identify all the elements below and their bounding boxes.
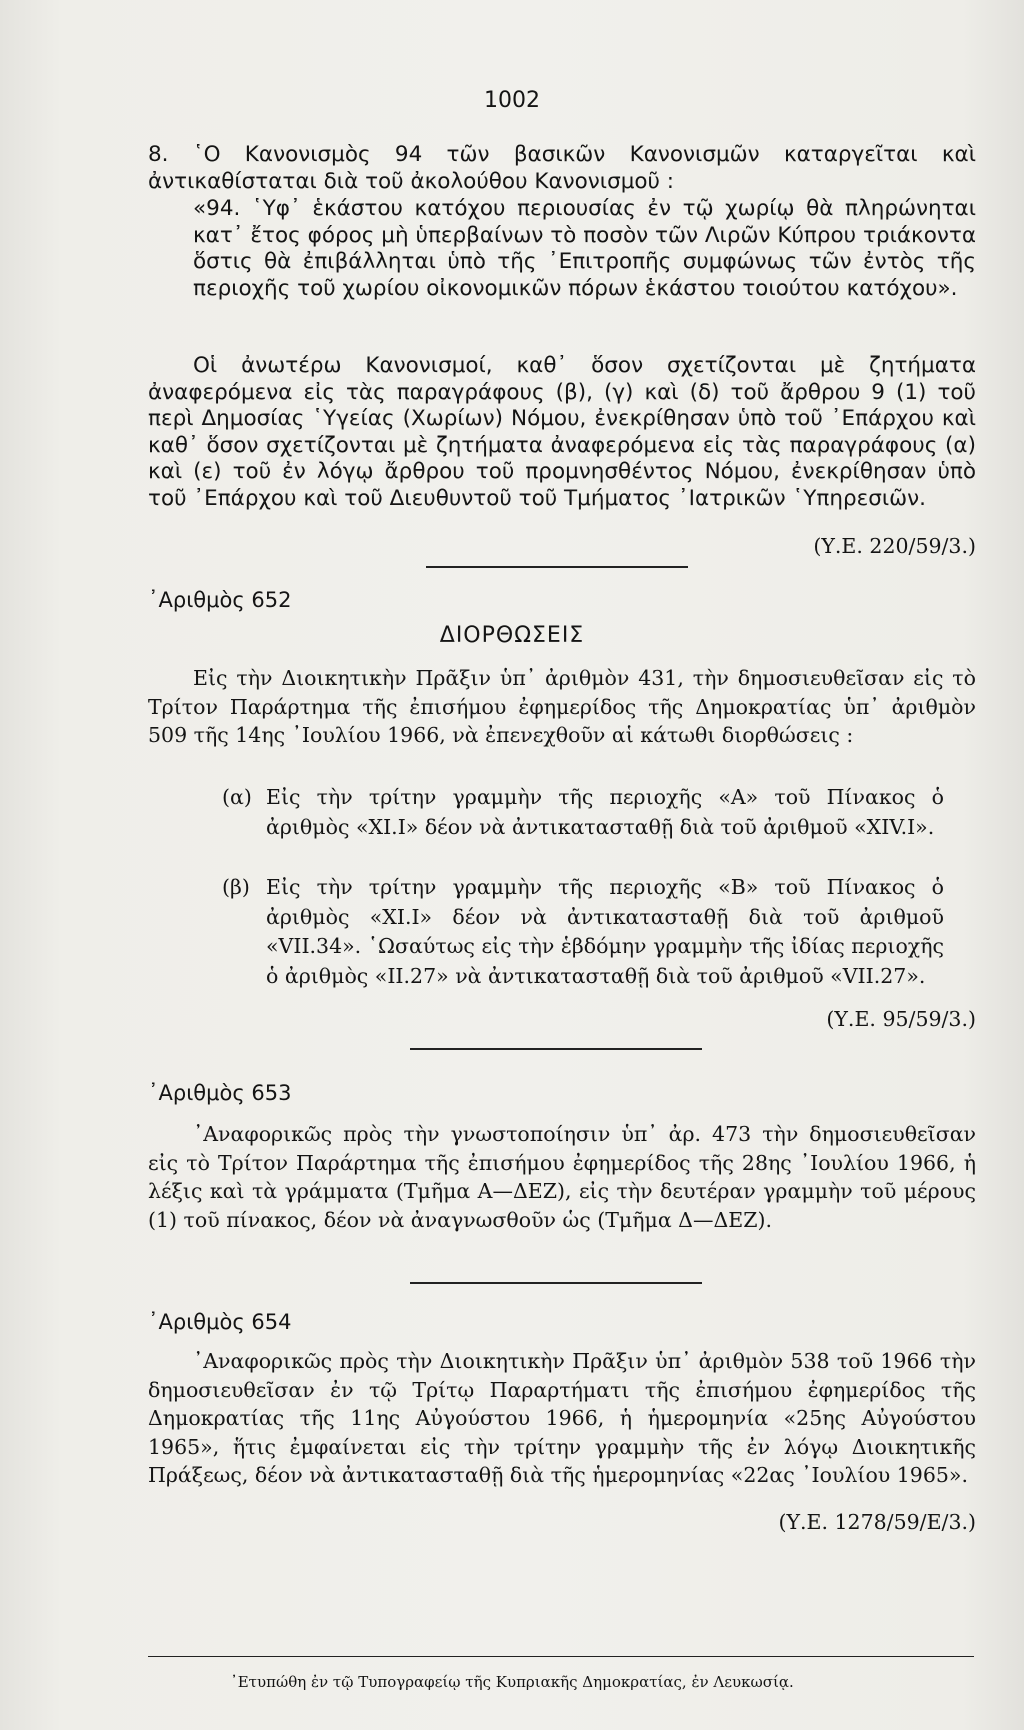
regulation-94-quote [193,196,976,302]
corrections-intro-text: Εἰς τὴν Διοικητικὴν Πρᾶξιν ὑπ᾿ ἀριθμὸν 431, τὴν δημοσιευθεῖσαν εἰς τὸ Τρίτον Παράρτημα τῆς ἐπισήμου ἐφημερίδος τῆς Δημοκρατίας ὑπ᾿ ἀριθμὸν 509 τῆς 14ης ᾿Ιουλίου 1966, νὰ ἐπενεχθοῦν αἱ κάτωθι διορθώσεις : [148,666,976,747]
item-b-text: Εἰς τὴν τρίτην γραμμὴν τῆς περιοχῆς «Β» τοῦ Πίνακος ὁ ἀριθμὸς «ΧΙ.Ι» δέον νὰ ἀντικατασταθῇ διὰ τοῦ ἀριθμοῦ «VII.34». ῾Ωσαύτως εἰς τὴν ἑβδόμην γραμμὴν τῆς ἰδίας περιοχῆς ὁ ἀριθμὸς «ΙΙ.27» νὰ ἀντικατασταθῇ διὰ τοῦ ἀριθμοῦ «VII.27». [266,875,944,988]
printer-footer: ᾿Ετυπώθη ἐν τῷ Τυπογραφείῳ τῆς Κυπριακῆς Δημοκρατίας, ἐν Λευκωσίᾳ. [230,1673,794,1691]
notice-number-653: ᾿Αριθμὸς 653 [148,1081,292,1105]
item-b-label: (β) [222,875,250,899]
corrections-intro [148,664,976,750]
divider-rule [426,566,688,568]
approval-paragraph [148,353,976,512]
regulation-94-text: «94. ῾Υφ᾿ ἑκάστου κατόχου περιουσίας ἐν τῷ χωρίῳ θὰ πληρώνηται κατ᾿ ἔτος φόρος μὴ ὑπερβαίνων τὸ ποσὸν τῶν Λιρῶν Κύπρου τριάκοντα ὅστις θὰ ἐπιβάλληται ὑπὸ τῆς ᾿Επιτροπῆς συμφώνως τῶν ἐντὸς τῆς περιοχῆς τοῦ χωρίου οἰκονομικῶν πόρων ἑκάστου τοιούτου κατόχου». [193,196,976,301]
item-a-text: Εἰς τὴν τρίτην γραμμὴν τῆς περιοχῆς «Α» τοῦ Πίνακος ὁ ἀριθμὸς «ΧΙ.Ι» δέον νὰ ἀντικατασταθῇ διὰ τοῦ ἀριθμοῦ «ΧΙV.Ι». [266,785,944,839]
reference-95: (Υ.Ε. 95/59/3.) [826,1007,976,1031]
approval-text: Οἱ ἀνωτέρω Κανονισμοί, καθ᾿ ὅσον σχετίζονται μὲ ζητήματα ἀναφερόμενα εἰς τὰς παραγράφους (β), (γ) καὶ (δ) τοῦ ἄρθρου 9 (1) τοῦ περὶ Δημοσίας ῾Υγείας (Χωρίων) Νόμου, ἐνεκρίθησαν ὑπὸ τοῦ ᾿Επάρχου καὶ καθ᾿ ὅσον σχετίζονται μὲ ζητήματα ἀναφερόμενα εἰς τὰς παραγράφους (α) καὶ (ε) τοῦ ἐν λόγῳ ἄρθρου τοῦ προμνησθέντος Νόμου, ἐνεκρίθησαν ὑπὸ τοῦ ᾿Επάρχου καὶ τοῦ Διευθυντοῦ τοῦ Τμήματος ᾿Ιατρικῶν ῾Υπηρεσιῶν. [148,353,976,511]
divider-rule-2 [410,1048,702,1050]
divider-rule-3 [410,1282,702,1284]
notice-653-text: ᾿Αναφορικῶς πρὸς τὴν γνωστοποίησιν ὑπ᾿ ἀρ. 473 τὴν δημοσιευθεῖσαν εἰς τὸ Τρίτον Παράρτημα τῆς ἐπισήμου ἐφημερίδος τῆς 28ης ᾿Ιουλίου 1966, ἡ λέξις καὶ τὰ γράμματα (Τμῆμα Α—ΔΕΖ), εἰς τὴν δευτέραν γραμμὴν τοῦ μέρους (1) τοῦ πίνακος, δέον νὰ ἀναγνωσθοῦν ὡς (Τμῆμα Δ—ΔΕΖ). [148,1122,976,1232]
correction-item-a [222,783,944,842]
item-a-label: (α) [222,785,252,809]
reference-220: (Υ.Ε. 220/59/3.) [813,534,976,558]
section-8-heading [148,142,976,195]
notice-number-652: ᾿Αριθμὸς 652 [148,588,292,612]
notice-number-654: ᾿Αριθμὸς 654 [148,1310,292,1334]
page-number: 1002 [484,88,540,113]
notice-654-text: ᾿Αναφορικῶς πρὸς τὴν Διοικητικὴν Πρᾶξιν ὑπ᾿ ἀριθμὸν 538 τοῦ 1966 τὴν δημοσιευθεῖσαν ἐν τῷ Τρίτῳ Παραρτήματι τῆς ἐπισήμου ἐφημερίδος τῆς Δημοκρατίας τῆς 11ης Αὐγούστου 1966, ἡ ἡμερομηνία «25ης Αὐγούστου 1965», ἥτις ἐμφαίνεται εἰς τὴν τρίτην γραμμὴν τῆς ἐν λόγῳ Διοικητικῆς Πράξεως, δέον νὰ ἀντικατασταθῇ διὰ τῆς ἡμερομηνίας «22ας ᾿Ιουλίου 1965». [148,1349,976,1487]
section-8-text: 8. ῾Ο Κανονισμὸς 94 τῶν βασικῶν Κανονισμῶν καταργεῖται καὶ ἀντικαθίσταται διὰ τοῦ ἀκολούθου Κανονισμοῦ : [148,142,976,194]
notice-654-body [148,1347,976,1490]
footer-rule [148,1656,974,1657]
corrections-heading: ΔΙΟΡΘΩΣΕΙΣ [439,623,585,648]
reference-1278: (Υ.Ε. 1278/59/Ε/3.) [778,1510,976,1534]
notice-653-body [148,1120,976,1234]
correction-item-b [222,873,944,991]
